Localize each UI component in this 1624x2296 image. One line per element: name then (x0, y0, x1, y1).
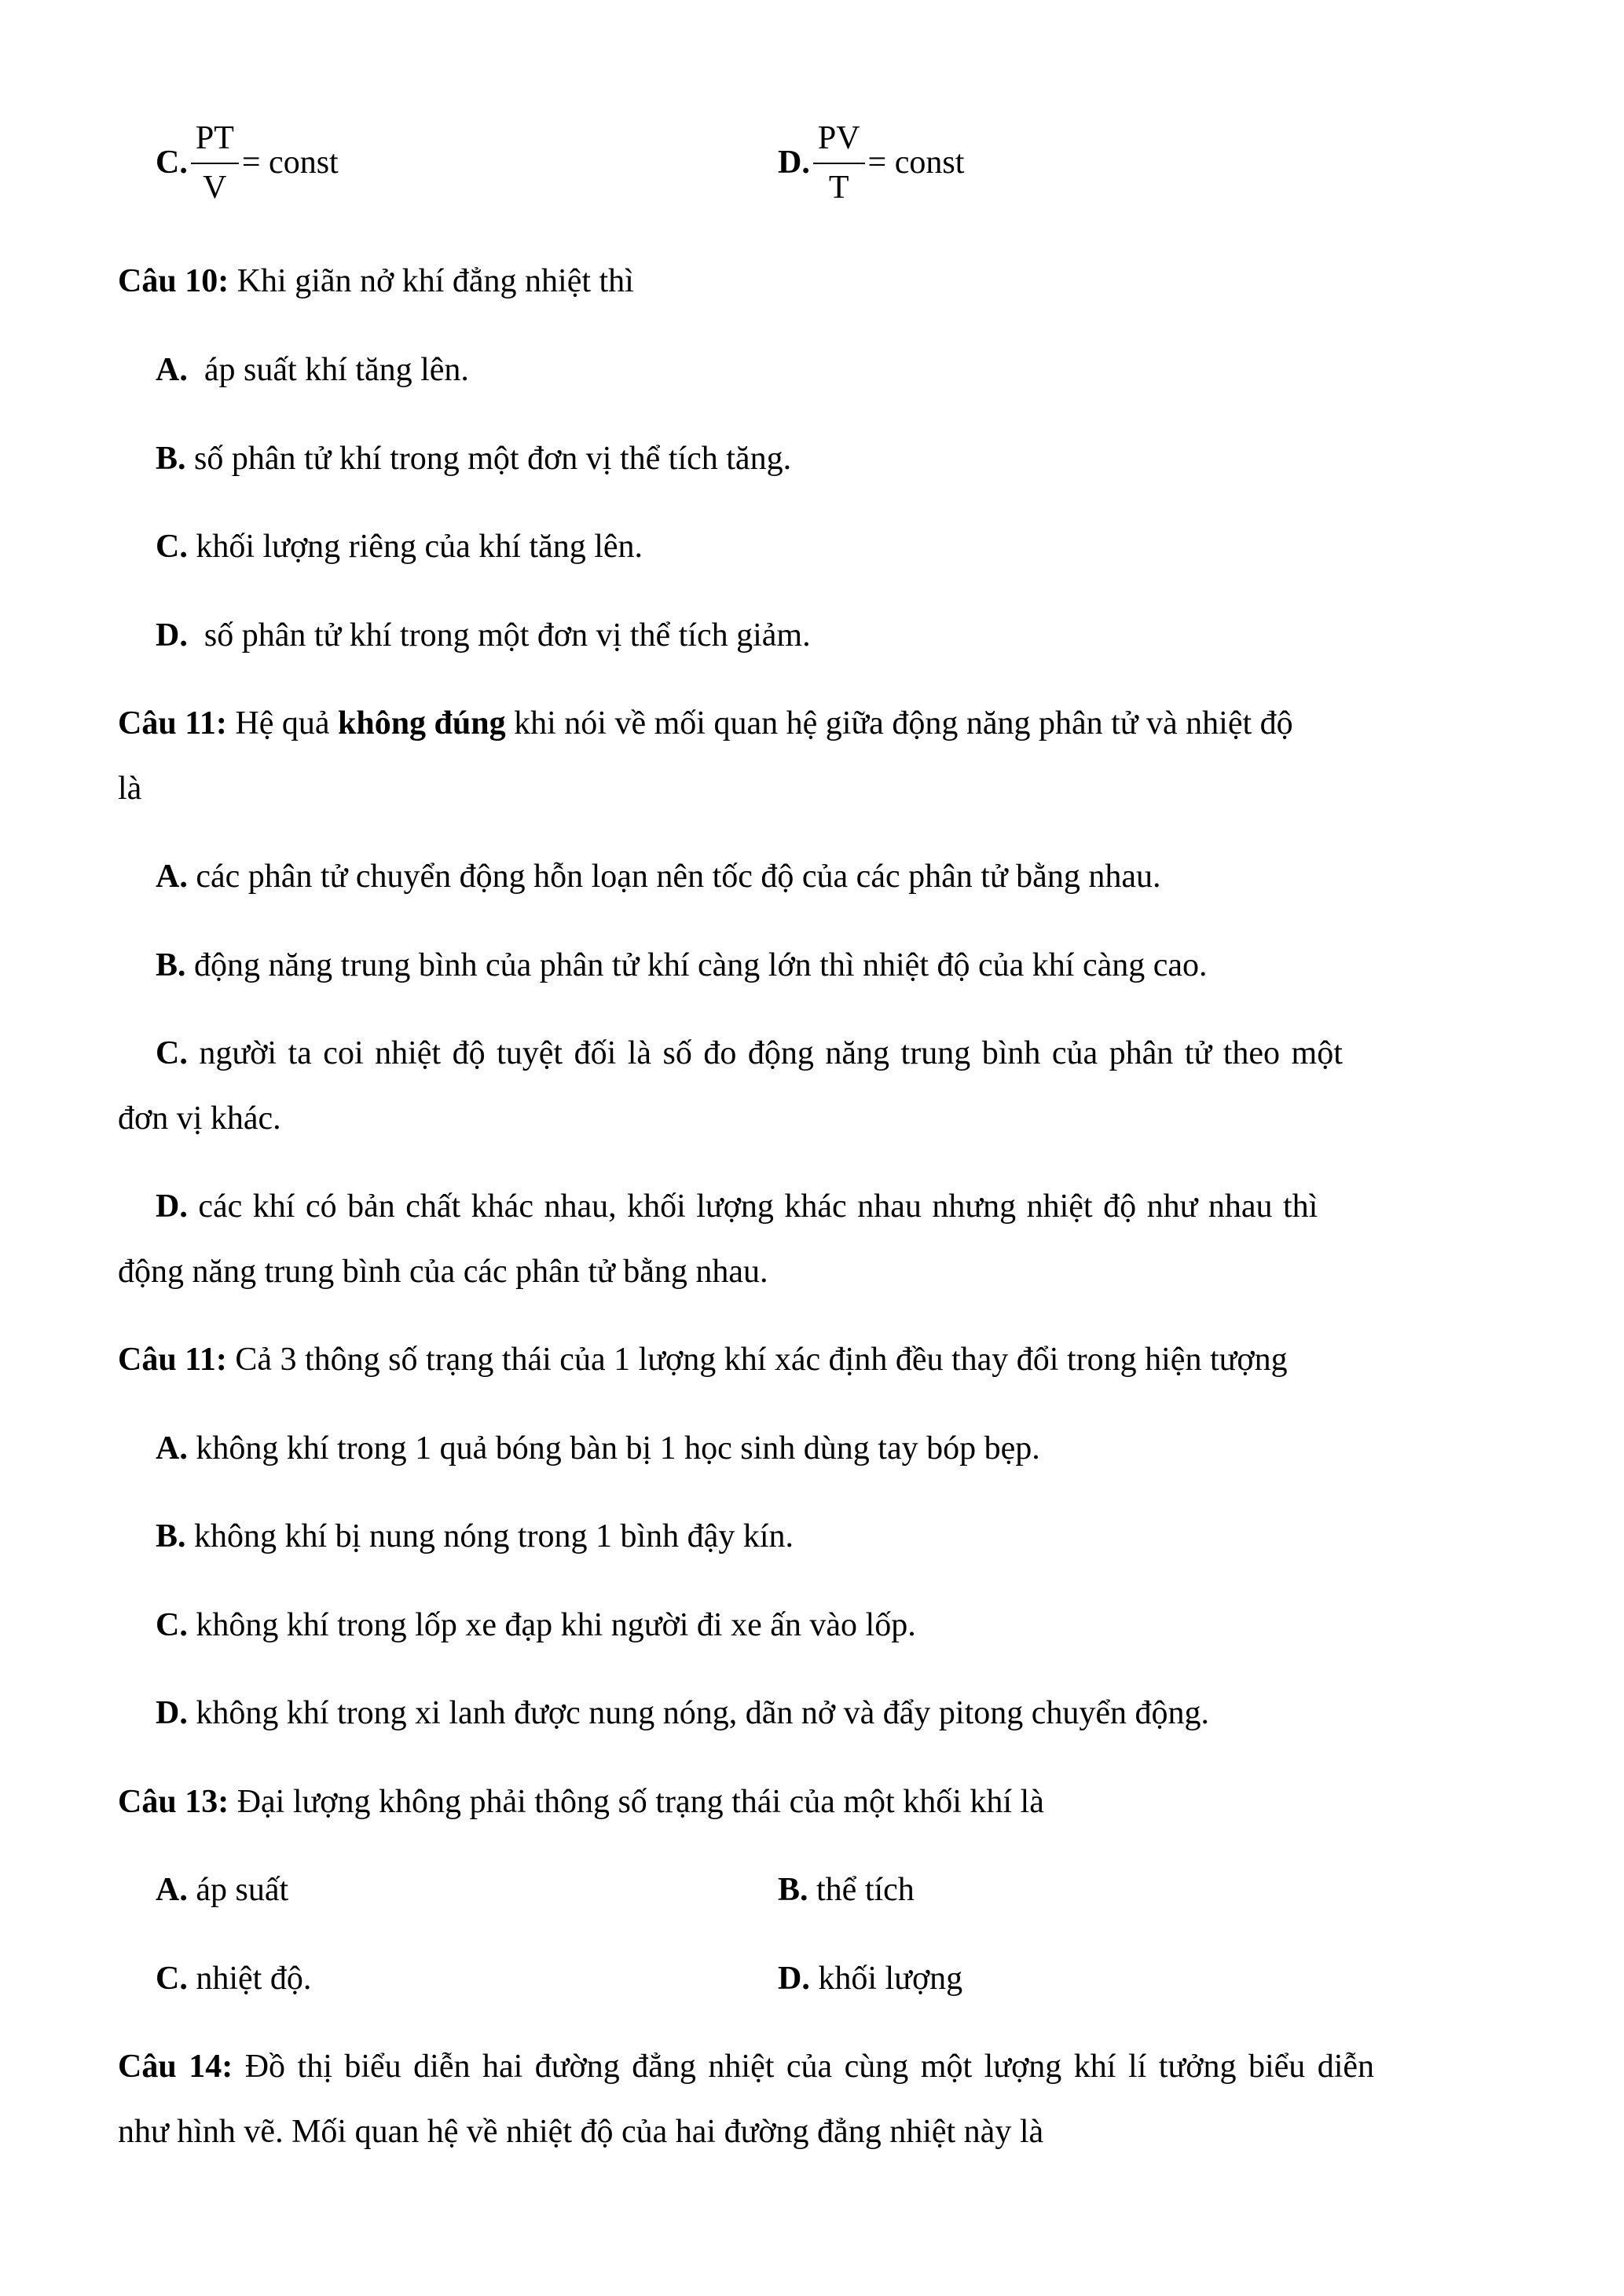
question-14 (118, 2046, 1374, 2088)
option-text: nhiệt độ. (196, 1961, 312, 1997)
option-text: số phân tử khí trong một đơn vị thể tích giảm. (203, 617, 811, 654)
option-label: D. (778, 145, 810, 181)
option-label: D. (778, 1961, 810, 1997)
q11a-option-a (156, 856, 1160, 898)
option-text: khối lượng riêng của khí tăng lên. (196, 529, 643, 565)
option-text: thể tích (816, 1872, 915, 1908)
option-label: B. (778, 1872, 808, 1908)
question-13 (118, 1782, 1044, 1823)
question-text: Đồ thị biểu diễn hai đường đẳng nhiệt của cùng một lượng khí lí tưởng biểu diễn (244, 2049, 1375, 2085)
q11b-option-d (156, 1693, 1209, 1734)
q11b-option-a (156, 1428, 1040, 1470)
question-11a-continuation: là (118, 771, 142, 807)
question-11a (118, 703, 1520, 745)
question-label: Câu 11: (118, 1342, 227, 1378)
question-14-continuation: như hình vẽ. Mối quan hệ về nhiệt độ của hai đường đẳng nhiệt này là (118, 2114, 1044, 2150)
option-text: không khí bị nung nóng trong 1 bình đậy kín. (194, 1518, 794, 1554)
fraction (191, 118, 239, 208)
option-text: số phân tử khí trong một đơn vị thể tích tăng. (194, 441, 792, 477)
q11b-option-c (156, 1605, 916, 1646)
question-label: Câu 13: (118, 1784, 229, 1820)
question-text: Đại lượng không phải thông số trạng thái của một khối khí là (236, 1784, 1044, 1820)
q11a-option-d-continuation: động năng trung bình của các phân tử bằng nhau. (118, 1254, 768, 1290)
q11a-option-b (156, 945, 1208, 987)
option-label: C. (156, 1607, 188, 1643)
question-text: Hệ quả (235, 705, 330, 742)
option-label: C. (156, 145, 188, 181)
option-label: B. (156, 947, 186, 983)
q13-option-a (156, 1869, 288, 1911)
option-label: D. (156, 1188, 188, 1225)
q13-option-b (778, 1869, 915, 1911)
option-text: áp suất (196, 1872, 289, 1908)
option-text: không khí trong 1 quả bóng bàn bị 1 học sinh dùng tay bóp bẹp. (196, 1430, 1040, 1467)
option-text: động năng trung bình của phân tử khí càng lớn thì nhiệt độ của khí càng cao. (194, 947, 1208, 983)
option-text: không khí trong xi lanh được nung nóng, dãn nở và đẩy pitong chuyển động. (196, 1695, 1210, 1731)
fraction-numerator: PT (191, 118, 239, 164)
option-label: B. (156, 1518, 186, 1554)
option-label: C. (156, 1961, 188, 1997)
formula-rhs: = const (241, 145, 339, 181)
fraction-numerator: PV (813, 118, 865, 164)
option-text: người ta coi nhiệt độ tuyệt đối là số đo động năng trung bình của phân tử theo một (199, 1035, 1343, 1071)
question-10 (118, 261, 634, 302)
q9-option-d (778, 118, 964, 208)
question-text-emphasis: không đúng (337, 705, 506, 742)
q10-option-c (156, 526, 643, 568)
option-label: C. (156, 529, 188, 565)
q13-option-d (778, 1958, 962, 2000)
option-text: các phân tử chuyển động hỗn loạn nên tốc độ của các phân tử bằng nhau. (196, 859, 1161, 895)
option-label: C. (156, 1035, 188, 1071)
option-text: không khí trong lốp xe đạp khi người đi xe ấn vào lốp. (196, 1607, 916, 1643)
option-label: A. (156, 859, 188, 895)
q13-option-c (156, 1958, 311, 2000)
fraction-denominator: V (203, 169, 227, 206)
fraction-denominator: T (828, 169, 849, 206)
q10-option-b (156, 438, 791, 480)
q10-option-a (156, 350, 469, 391)
option-text: các khí có bản chất khác nhau, khối lượng khác nhau nhưng nhiệt độ như nhau thì (198, 1188, 1318, 1225)
question-text: khi nói về mối quan hệ giữa động năng phân tử và nhiệt độ (514, 705, 1293, 742)
option-label: A. (156, 1430, 188, 1467)
fraction (813, 118, 865, 208)
formula-rhs: = const (867, 145, 965, 181)
question-label: Câu 10: (118, 263, 229, 299)
q11a-option-c (156, 1033, 1343, 1075)
option-label: D. (156, 1695, 188, 1731)
option-label: A. (156, 352, 188, 388)
option-label: B. (156, 441, 186, 477)
option-label: A. (156, 1872, 188, 1908)
question-11b (118, 1339, 1288, 1381)
q9-option-c (156, 118, 339, 208)
question-text: Khi giãn nở khí đẳng nhiệt thì (236, 263, 634, 299)
q10-option-d (156, 615, 811, 657)
q11a-option-c-continuation: đơn vị khác. (118, 1100, 281, 1137)
question-text: Cả 3 thông số trạng thái của 1 lượng khí xác định đều thay đổi trong hiện tượng (235, 1342, 1288, 1378)
q11a-option-d (156, 1186, 1318, 1228)
question-label: Câu 11: (118, 705, 227, 742)
option-text: áp suất khí tăng lên. (203, 352, 469, 388)
question-label: Câu 14: (118, 2049, 233, 2085)
option-text: khối lượng (818, 1961, 963, 1997)
q11b-option-b (156, 1516, 794, 1558)
option-label: D. (156, 617, 188, 654)
